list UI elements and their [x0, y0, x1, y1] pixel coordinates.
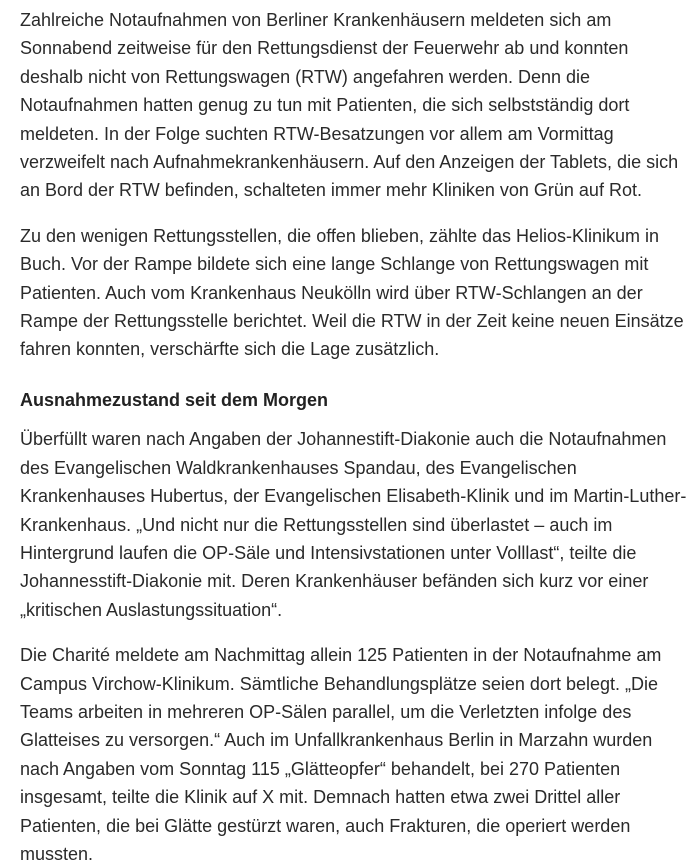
- article-paragraph-intro: Zahlreiche Notaufnahmen von Berliner Krankenhäusern meldeten sich am Sonnabend zeitweise für den Rettungsdienst der Feuerwehr ab und konnten deshalb nicht von Rettungswagen (RTW) angefahren werden. Denn die Notaufnahmen hatten genug zu tun mit Patienten, die sich selbstständig dort meldeten. In der Folge suchten RTW-Besatzungen vor allem am Vormittag verzweifelt nach Aufnahmekrankenhäusern. Auf den Anzeigen der Tablets, die sich an Bord der RTW befinden, schalteten immer mehr Kliniken von Grün auf Rot.: [20, 10, 679, 201]
- article-paragraph-rettungsstellen: Zu den wenigen Rettungsstellen, die offen blieben, zählte das Helios-Klinikum in Buch. Vor der Rampe bildete sich eine lange Schlange von Rettungswagen mit Patienten. Auch vom Krankenhaus Neukölln wird über RTW-Schlangen an der Rampe der Rettungsstelle berichtet. Weil die RTW in der Zeit keine neuen Einsätze fahren konnten, verschärfte sich die Lage zusätzlich.: [20, 225, 684, 360]
- section-heading-ausnahmezustand: Ausnahmezustand seit dem Morgen: [20, 389, 329, 410]
- article-paragraph-charite: Die Charité meldete am Nachmittag allein 125 Patienten in der Notaufnahme am Campus Virchow-Klinikum. Sämtliche Behandlungsplätze seien dort belegt. „Die Teams arbeiten in mehreren OP-Sälen parallel, um die Verletzten infolge des Glatteises zu versorgen.“ Auch im Unfallkrankenhaus Berlin in Marzahn wurden nach Angaben vom Sonntag 115 „Glätteopfer“ behandelt, bei 270 Patienten insgesamt, teilte die Klinik auf X mit. Demnach hatten etwa zwei Drittel aller Patienten, die bei Glätte gestürzt waren, auch Frakturen, die operiert werden mussten.: [20, 645, 662, 864]
- article-paragraph-diakonie: Überfüllt waren nach Angaben der Johannestift-Diakonie auch die Notaufnahmen des Evangelischen Waldkrankenhauses Spandau, des Evangelischen Krankenhauses Hubertus, der Evangelischen Elisabeth-Klinik und im Martin-Luther-Krankenhaus. „Und nicht nur die Rettungsstellen sind überlastet – auch im Hintergrund laufen die OP-Säle und Intensivstationen unter Volllast“, teilte die Johannesstift-Diakonie mit. Deren Krankenhäuser befänden sich kurz vor einer „kritischen Auslastungssituation“.: [20, 429, 687, 620]
